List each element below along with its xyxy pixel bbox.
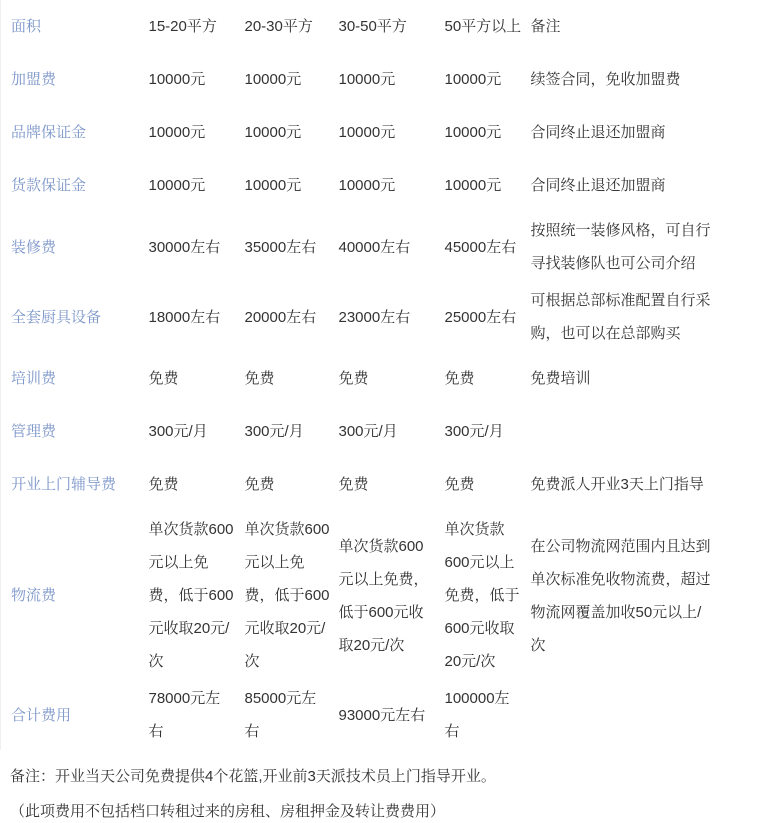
cell-value: 30000左右 — [139, 212, 235, 282]
cell-value: 300元/月 — [331, 405, 435, 458]
cell-value: 单次货款600元以上免费，低于600元收取20元/次 — [435, 511, 523, 680]
row-label-renovation-fee: 装修费 — [1, 212, 139, 282]
row-total-cost — [1, 680, 764, 750]
cell-value: 300元/月 — [435, 405, 523, 458]
cell-remark: 在公司物流网范围内且达到单次标准免收物流费，超过物流网覆盖加收50元以上/次 — [523, 511, 764, 680]
cell-value: 10000元 — [435, 106, 523, 159]
note-exclusions: （此项费用不包括档口转租过来的房租、房租押金及转让费费用） — [10, 801, 764, 823]
cell-value: 18000左右 — [139, 282, 235, 352]
cell-remark: 续签合同，免收加盟费 — [523, 53, 764, 106]
cell-value: 10000元 — [139, 159, 235, 212]
cell-value: 10000元 — [235, 106, 331, 159]
cell-value: 40000左右 — [331, 212, 435, 282]
row-label-goods-deposit: 货款保证金 — [1, 159, 139, 212]
cell-value: 免费 — [139, 352, 235, 405]
cell-value: 25000左右 — [435, 282, 523, 352]
row-label-franchise-fee: 加盟费 — [1, 53, 139, 106]
cell-remark: 合同终止退还加盟商 — [523, 159, 764, 212]
row-label-logistics-fee: 物流费 — [1, 511, 139, 680]
cell-value: 85000元左右 — [235, 680, 331, 750]
cell-value: 10000元 — [435, 53, 523, 106]
row-logistics-fee — [1, 511, 764, 680]
cell-value: 23000左右 — [331, 282, 435, 352]
cell-value: 10000元 — [331, 53, 435, 106]
row-opening-guidance-fee — [1, 458, 764, 511]
cell-value: 10000元 — [139, 53, 235, 106]
cell-value: 10000元 — [435, 159, 523, 212]
cell-value: 10000元 — [331, 159, 435, 212]
header-row — [1, 0, 764, 53]
row-label-training-fee: 培训费 — [1, 352, 139, 405]
cell-remark — [523, 680, 764, 750]
row-label-opening-guidance-fee: 开业上门辅导费 — [1, 458, 139, 511]
cell-value: 免费 — [139, 458, 235, 511]
row-goods-deposit — [1, 159, 764, 212]
cell-value: 免费 — [235, 458, 331, 511]
note-flower-baskets: 备注：开业当天公司免费提供4个花篮,开业前3天派技术员上门指导开业。 — [10, 766, 764, 788]
cell-remark: 免费派人开业3天上门指导 — [523, 458, 764, 511]
row-label-brand-deposit: 品牌保证金 — [1, 106, 139, 159]
cell-value: 免费 — [435, 458, 523, 511]
cell-value: 20000左右 — [235, 282, 331, 352]
col-header-remark: 备注 — [523, 0, 764, 53]
cell-value: 300元/月 — [139, 405, 235, 458]
cell-value: 93000元左右 — [331, 680, 435, 750]
cell-remark: 可根据总部标准配置自行采购，也可以在总部购买 — [523, 282, 764, 352]
cell-value: 45000左右 — [435, 212, 523, 282]
cell-value: 单次货款600元以上免费，低于600元收取20元/次 — [235, 511, 331, 680]
row-renovation-fee — [1, 212, 764, 282]
cell-value: 10000元 — [235, 159, 331, 212]
cell-remark: 合同终止退还加盟商 — [523, 106, 764, 159]
row-franchise-fee — [1, 53, 764, 106]
cell-value: 35000左右 — [235, 212, 331, 282]
cell-value: 10000元 — [331, 106, 435, 159]
row-kitchen-equipment — [1, 282, 764, 352]
cell-value: 免费 — [435, 352, 523, 405]
col-header-30-50: 30-50平方 — [331, 0, 435, 53]
row-brand-deposit — [1, 106, 764, 159]
cell-remark: 按照统一装修风格，可自行寻找装修队也可公司介绍 — [523, 212, 764, 282]
cell-remark: 免费培训 — [523, 352, 764, 405]
cell-remark — [523, 405, 764, 458]
col-header-50-plus: 50平方以上 — [435, 0, 523, 53]
cell-value: 单次货款600元以上免费，低于600元收取20元/次 — [139, 511, 235, 680]
cell-value: 100000左右 — [435, 680, 523, 750]
cell-value: 单次货款600元以上免费，低于600元收取20元/次 — [331, 511, 435, 680]
row-management-fee — [1, 405, 764, 458]
row-label-kitchen-equipment: 全套厨具设备 — [1, 282, 139, 352]
col-header-20-30: 20-30平方 — [235, 0, 331, 53]
footnotes — [0, 766, 764, 823]
row-label-management-fee: 管理费 — [1, 405, 139, 458]
cell-value: 10000元 — [139, 106, 235, 159]
cell-value: 78000元左右 — [139, 680, 235, 750]
cell-value: 免费 — [235, 352, 331, 405]
col-header-15-20: 15-20平方 — [139, 0, 235, 53]
row-label-total-cost: 合计费用 — [1, 680, 139, 750]
cell-value: 免费 — [331, 458, 435, 511]
cell-value: 免费 — [331, 352, 435, 405]
cell-value: 300元/月 — [235, 405, 331, 458]
row-label-area: 面积 — [1, 0, 139, 53]
row-training-fee — [1, 352, 764, 405]
cell-value: 10000元 — [235, 53, 331, 106]
